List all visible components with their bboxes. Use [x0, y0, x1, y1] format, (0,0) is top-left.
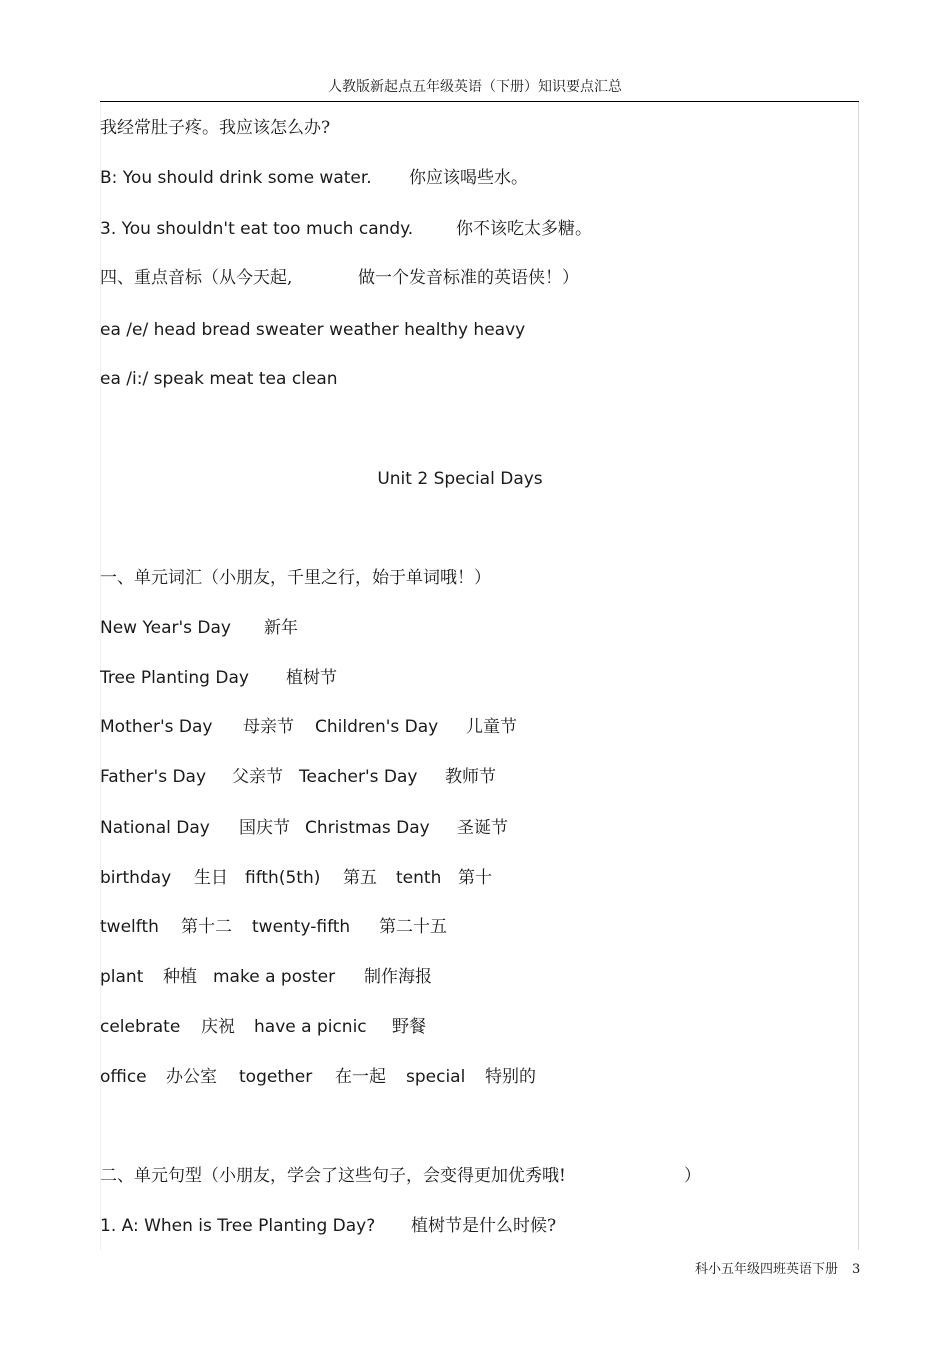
vocab-en: National Day [100, 818, 210, 838]
vocab-zh: 生日 [194, 868, 228, 888]
footer-text: 科小五年级四班英语下册 [695, 1262, 839, 1277]
vocab-en: birthday [100, 868, 172, 888]
vocab-zh: 儿童节 [466, 717, 517, 737]
phonics-words: ea /e/ head bread sweater weather healthy heavy [100, 320, 526, 340]
vocab-zh: 父亲节 [232, 767, 283, 787]
vocab-en: plant [100, 967, 144, 987]
sentence-en: 3. You shouldn't eat too much candy. [100, 219, 414, 239]
sentence-zh: 植树节是什么时候? [411, 1216, 557, 1236]
vocab-en: Mother's Day [100, 717, 213, 737]
vocab-en: Father's Day [100, 767, 207, 787]
heading-part: 二、单元句型（小朋友，学会了这些句子，会变得更加优秀哦! [100, 1166, 566, 1186]
vocab-zh: 庆祝 [201, 1017, 235, 1037]
vocab-en: make a poster [213, 967, 336, 987]
sentence-zh: 你应该喝些水。 [409, 168, 528, 188]
sentence-zh: 我经常肚子疼。我应该怎么办? [100, 118, 331, 138]
vocab-zh: 新年 [264, 618, 298, 638]
vocab-zh: 种植 [163, 967, 197, 987]
vocab-zh: 制作海报 [364, 967, 432, 987]
vocab-zh: 圣诞节 [457, 818, 508, 838]
vocab-zh: 第十 [458, 868, 492, 888]
vocab-en: tenth [396, 868, 442, 888]
page-header: 人教版新起点五年级英语（下册）知识要点汇总 [328, 79, 622, 95]
sentence-en: B: You should drink some water. [100, 168, 372, 188]
heading-part: 四、重点音标（从今天起, [100, 268, 293, 288]
vocab-zh: 办公室 [166, 1067, 217, 1087]
heading-part: ） [684, 1166, 701, 1186]
vocab-zh: 第十二 [181, 917, 232, 937]
vocab-en: Tree Planting Day [100, 668, 249, 688]
vocab-en: together [239, 1067, 313, 1087]
vocab-zh: 第五 [343, 868, 377, 888]
page-number: 3 [852, 1262, 861, 1277]
vocab-en: celebrate [100, 1017, 181, 1037]
vocab-en: special [406, 1067, 466, 1087]
sentence-zh: 你不该吃太多糖。 [456, 219, 592, 239]
vocab-zh: 教师节 [445, 767, 496, 787]
vocab-en: twelfth [100, 917, 159, 937]
vocab-zh: 在一起 [335, 1067, 386, 1087]
vocab-zh: 母亲节 [243, 717, 294, 737]
sentence-en: 1. A: When is Tree Planting Day? [100, 1216, 376, 1236]
vocab-zh: 特别的 [485, 1067, 536, 1087]
vocab-en: have a picnic [254, 1017, 367, 1037]
vocab-en: fifth(5th) [245, 868, 321, 888]
phonics-words: ea /i:/ speak meat tea clean [100, 369, 338, 389]
vocab-zh: 国庆节 [239, 818, 290, 838]
vocab-en: Christmas Day [305, 818, 430, 838]
vocab-en: Teacher's Day [299, 767, 418, 787]
heading-part: 做一个发音标准的英语侠！） [358, 268, 579, 288]
heading-part: 一、单元词汇（小朋友，千里之行，始于单词哦！） [100, 568, 491, 588]
header-rule [100, 101, 859, 102]
page-footer [695, 1258, 860, 1277]
vocab-zh: 植树节 [286, 668, 337, 688]
vocab-en: office [100, 1067, 147, 1087]
vocab-en: New Year's Day [100, 618, 231, 638]
vocab-zh: 第二十五 [379, 917, 447, 937]
vocab-en: twenty-fifth [252, 917, 351, 937]
vocab-zh: 野餐 [392, 1017, 426, 1037]
unit-title: Unit 2 Special Days [377, 469, 543, 489]
right-margin-rule [858, 102, 859, 1250]
vocab-en: Children's Day [315, 717, 439, 737]
